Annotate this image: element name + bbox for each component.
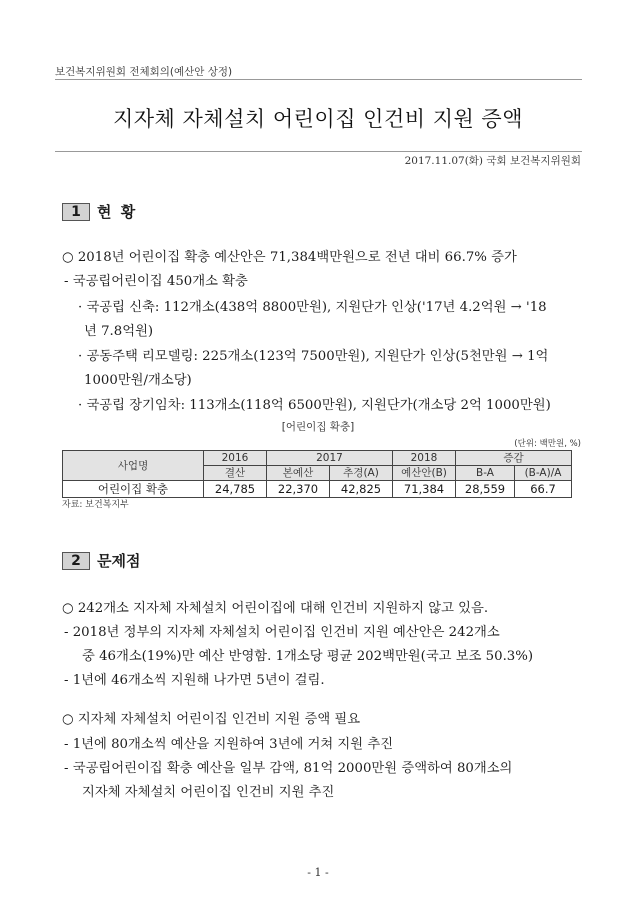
subheader-2017-supp: 추경(A) [330,466,393,481]
subheader-2017-base: 본예산 [267,466,330,481]
section-number-badge: 1 [62,203,90,221]
cell-diff: 28,559 [456,481,515,498]
document-header-meta: 보건복지위원회 전체회의(예산안 상정) [55,66,233,78]
subheader-2018: 예산안(B) [393,466,456,481]
document-title: 지자체 자체설치 어린이집 인건비 지원 증액 [112,107,524,131]
sub-item-2-line2: 1000만원/개소당) [84,373,192,388]
header-divider [55,79,582,80]
section-2-dash-2: - 1년에 46개소씩 지원해 나가면 5년이 걸림. [64,673,325,688]
title-divider [55,151,582,152]
document-date: 2017.11.07(화) 국회 보건복지위원회 [404,155,581,167]
cell-name: 어린이집 확충 [63,481,204,498]
cell-2017-base: 22,370 [267,481,330,498]
section-2-dash-4-line2: 지자체 자체설치 어린이집 인건비 지원 추진 [82,785,335,800]
section-2-bullet-1: ○ 242개소 지자체 자체설치 어린이집에 대해 인건비 지원하지 않고 있음. [62,601,489,616]
table-source: 자료: 보건복지부 [62,500,129,510]
header-2018: 2018 [393,451,456,466]
table-header-row [63,451,572,466]
budget-table [62,450,572,498]
section-2-heading [62,550,140,571]
cell-2018: 71,384 [393,481,456,498]
section-2-dash-4-line1: - 국공립어린이집 확충 예산을 일부 감액, 81억 2000만원 증액하여 80개소의 [64,761,513,776]
table-row [63,481,572,498]
subheader-2016: 결산 [204,466,267,481]
sub-item-3-line1: · 국공립 장기임차: 113개소(118억 6500만원), 지원단가(개소당 2억 1000만원) [78,398,551,413]
cell-2016: 24,785 [204,481,267,498]
sub-item-1-line2: 년 7.8억원) [84,324,154,339]
page-number: - 1 - [307,866,329,879]
subheader-pct: (B-A)/A [515,466,572,481]
section-1-bullet: ○ 2018년 어린이집 확충 예산안은 71,384백만원으로 전년 대비 66.7% 증가 [62,250,517,265]
section-2-bullet-2: ○ 지자체 자체설치 어린이집 인건비 지원 증액 필요 [62,712,361,727]
sub-item-1-line1: · 국공립 신축: 112개소(438억 8800만원), 지원단가 인상('17년 4.2억원 → '18 [78,300,547,315]
header-change: 증감 [456,451,572,466]
table-unit: (단위: 백만원, %) [514,439,581,449]
section-1-heading [62,201,137,222]
section-number-badge: 2 [62,552,90,570]
section-2-dash-3: - 1년에 80개소씩 예산을 지원하여 3년에 거쳐 지원 추진 [64,737,394,752]
header-2016: 2016 [204,451,267,466]
table-caption: [어린이집 확충] [281,421,355,433]
section-2-dash-1-line2: 중 46개소(19%)만 예산 반영함. 1개소당 평균 202백만원(국고 보조 50.3%) [82,649,534,664]
header-2017: 2017 [267,451,393,466]
cell-2017-supp: 42,825 [330,481,393,498]
section-title: 문제점 [97,552,141,570]
header-name: 사업명 [63,451,204,481]
cell-pct: 66.7 [515,481,572,498]
sub-item-2-line1: · 공동주택 리모델링: 225개소(123억 7500만원), 지원단가 인상(5천만원 → 1억 [78,349,549,364]
section-title: 현 황 [97,203,138,221]
subheader-diff: B-A [456,466,515,481]
section-1-dash: - 국공립어린이집 450개소 확충 [64,274,248,289]
section-2-dash-1-line1: - 2018년 정부의 지자체 자체설치 어린이집 인건비 지원 예산안은 242개소 [64,625,500,640]
